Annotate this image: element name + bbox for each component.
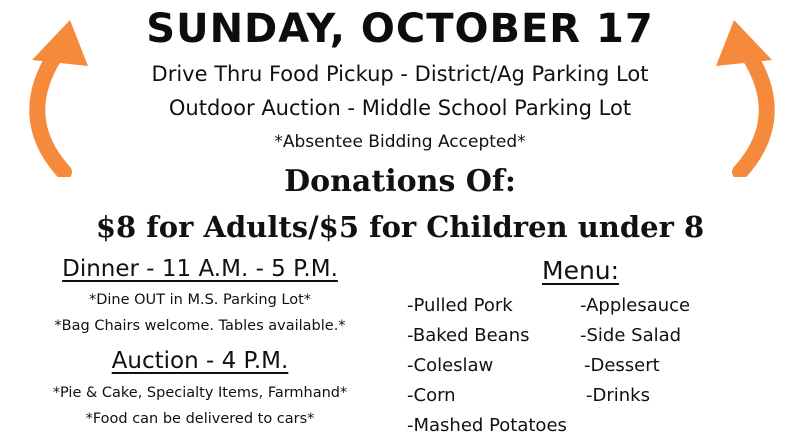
absentee-bidding-note: *Absentee Bidding Accepted* bbox=[274, 132, 526, 152]
menu-item: -Coleslaw bbox=[407, 355, 494, 376]
drive-thru-line: Drive Thru Food Pickup - District/Ag Parking Lot bbox=[151, 62, 649, 86]
menu-item: -Corn bbox=[407, 385, 456, 406]
donations-title: Donations Of: bbox=[284, 164, 516, 199]
menu-title: Menu: bbox=[542, 256, 620, 285]
dinner-note: *Bag Chairs welcome. Tables available.* bbox=[54, 318, 346, 334]
menu-item: -Applesauce bbox=[580, 295, 691, 316]
auction-location-line: Outdoor Auction - Middle School Parking Lot bbox=[168, 96, 632, 120]
dinner-note: *Dine OUT in M.S. Parking Lot* bbox=[88, 292, 312, 308]
menu-item: -Side Salad bbox=[580, 325, 682, 346]
menu-item: -Drinks bbox=[586, 385, 650, 406]
dinner-title: Dinner - 11 A.M. - 5 P.M. bbox=[62, 256, 338, 282]
menu-item: -Pulled Pork bbox=[407, 295, 513, 316]
menu-item: -Dessert bbox=[584, 355, 660, 376]
menu-item: -Baked Beans bbox=[407, 325, 530, 346]
menu-item: -Mashed Potatoes bbox=[407, 415, 567, 436]
event-date-headline: SUNDAY, OCTOBER 17 bbox=[146, 6, 654, 52]
donation-prices: $8 for Adults/$5 for Children under 8 bbox=[95, 210, 705, 244]
auction-note: *Pie & Cake, Specialty Items, Farmhand* bbox=[52, 385, 348, 401]
auction-note: *Food can be delivered to cars* bbox=[85, 411, 315, 427]
auction-title: Auction - 4 P.M. bbox=[111, 348, 289, 374]
